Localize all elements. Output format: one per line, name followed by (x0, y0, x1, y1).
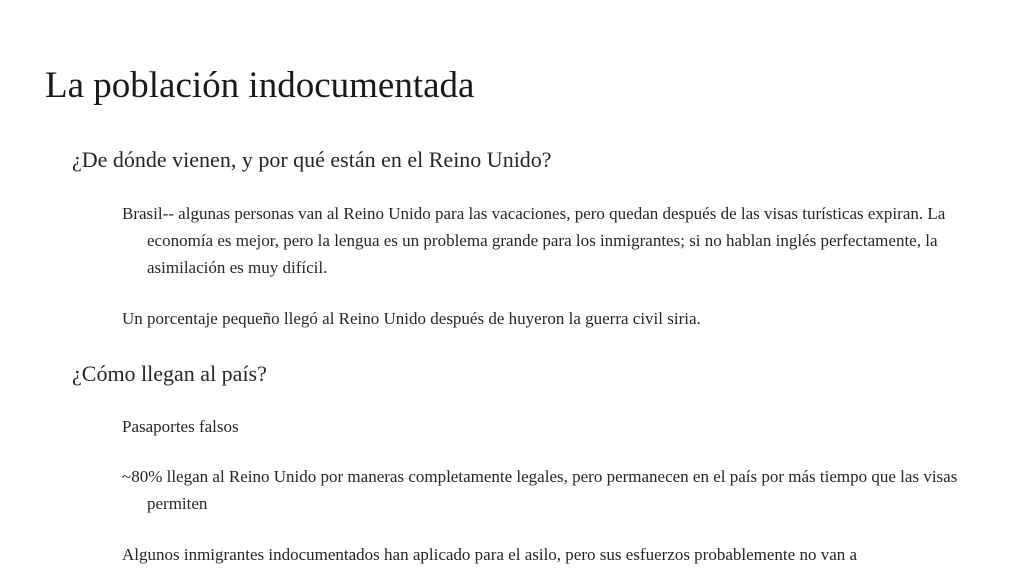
bullet-legal-entry: ~80% llegan al Reino Unido por maneras completamente legales, pero permanecen en el país por más tiempo que las visas permiten (122, 467, 958, 513)
bullet-asilo: Algunos inmigrantes indocumentados han aplicado para el asilo, pero sus esfuerzos probablemente no van a (122, 545, 858, 564)
section-heading-origin: ¿De dónde vienen, y por qué están en el Reino Unido? (72, 147, 552, 172)
bullet-brasil: Brasil-- algunas personas van al Reino Unido para las vacaciones, pero quedan después de las visas turísticas expiran. La economía es mejor, pero la lengua es un problema grande para los inmigrantes; si no hablan inglés perfectamente, la asimilación es muy difícil. (122, 204, 946, 277)
bullet-pasaportes: Pasaportes falsos (122, 417, 239, 436)
bullet-siria: Un porcentaje pequeño llegó al Reino Unido después de huyeron la guerra civil siria. (122, 309, 701, 328)
slide-title: La población indocumentada (45, 65, 475, 106)
section-heading-arrival: ¿Cómo llegan al país? (72, 361, 267, 386)
